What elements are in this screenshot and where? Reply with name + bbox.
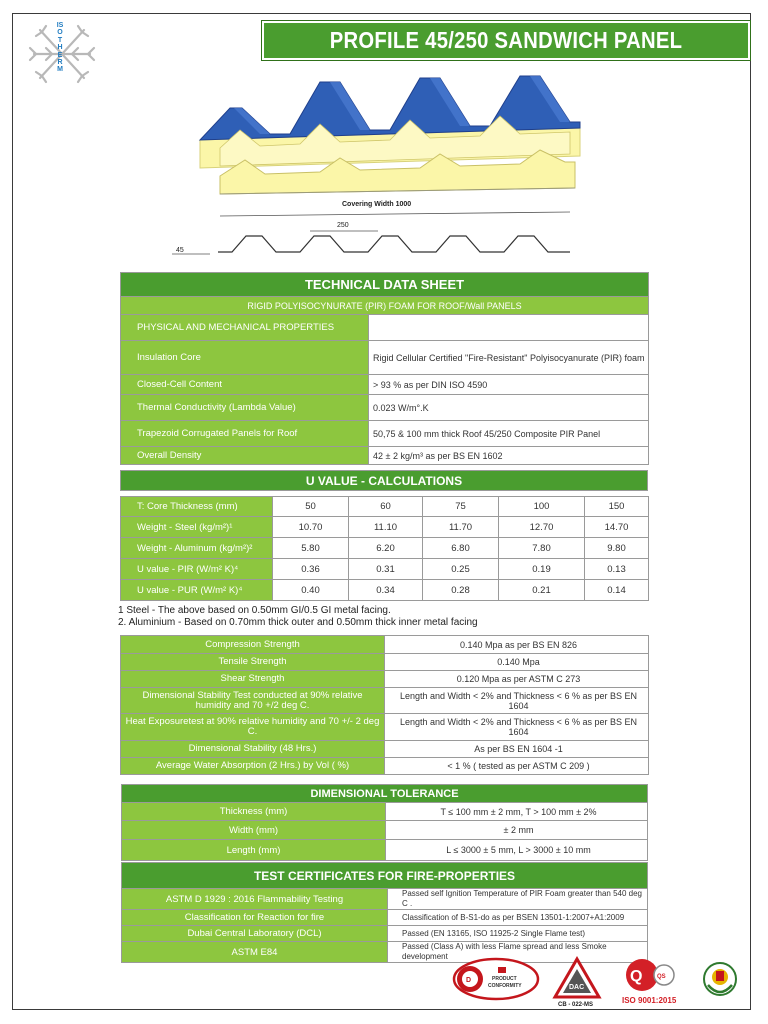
uvalue-label: U value - PIR (W/m² K)⁴	[121, 559, 273, 580]
mech-label: Tensile Strength	[121, 654, 385, 671]
fire-certificates-table	[121, 862, 648, 963]
tech-title: TECHNICAL DATA SHEET	[121, 273, 649, 297]
brand-wordmark: ISOTHERM	[56, 22, 64, 74]
covering-width-label: Covering Width 1000	[342, 201, 412, 208]
uvalue-cell: 0.36	[273, 559, 349, 580]
mech-label: Dimensional Stability Test conducted at 90% relative humidity and 70 +/2 deg C.	[121, 688, 385, 714]
uvalue-title-table	[120, 470, 648, 491]
uvalue-cell: 0.28	[423, 580, 499, 601]
uvalue-cell: 0.13	[585, 559, 649, 580]
dim-value: L ≤ 3000 ± 5 mm, L > 3000 ± 10 mm	[386, 840, 648, 861]
certification-badges	[452, 955, 752, 1007]
mech-value: < 1 % ( tested as per ASTM C 209 )	[385, 758, 649, 775]
cert-value: Passed (Class A) with less Flame spread and less Smoke development	[388, 942, 648, 963]
dim-title: DIMENSIONAL TOLERANCE	[122, 785, 648, 803]
uvalue-label: T: Core Thickness (mm)	[121, 497, 273, 517]
iso-9001-badge-icon	[622, 959, 677, 1005]
svg-text:CB - 022-MS: CB - 022-MS	[558, 1002, 594, 1007]
mech-value: 0.140 Mpa	[385, 654, 649, 671]
product-conformity-badge-icon	[454, 959, 538, 999]
uvalue-cell: 150	[585, 497, 649, 517]
mech-label: Shear Strength	[121, 671, 385, 688]
mech-label: Average Water Absorption (2 Hrs.) by Vol ( %)	[121, 758, 385, 775]
cert-label: ASTM E84	[122, 942, 388, 963]
tech-value: 50,75 & 100 mm thick Roof 45/250 Composite PIR Panel	[369, 421, 649, 447]
tech-value: 42 ± 2 kg/m³ as per BS EN 1602	[369, 447, 649, 465]
mech-value: Length and Width < 2% and Thickness < 6 % as per BS EN 1604	[385, 714, 649, 741]
uvalue-cell: 0.19	[499, 559, 585, 580]
uvalue-label: U value - PUR (W/m² K)⁴	[121, 580, 273, 601]
mech-value: Length and Width < 2% and Thickness < 6 % as per BS EN 1604	[385, 688, 649, 714]
cert-label: Dubai Central Laboratory (DCL)	[122, 926, 388, 942]
dimensional-tolerance-table	[121, 784, 648, 861]
uvalue-cell: 12.70	[499, 517, 585, 538]
dim-value: T ≤ 100 mm ± 2 mm, T > 100 mm ± 2%	[386, 803, 648, 821]
tech-value: > 93 % as per DIN ISO 4590	[369, 375, 649, 395]
cert-value: Classification of B-S1-do as per BSEN 13501-1:2007+A1:2009	[388, 910, 648, 926]
mech-label: Heat Exposuretest at 90% relative humidity and 70 +/- 2 deg C.	[121, 714, 385, 741]
dim-value: ± 2 mm	[386, 821, 648, 840]
mech-value: 0.120 Mpa as per ASTM C 273	[385, 671, 649, 688]
uvalue-label: Weight - Aluminum (kg/m²)²	[121, 538, 273, 559]
svg-text:ISO 9001:2015: ISO 9001:2015	[622, 996, 677, 1005]
technical-data-table	[120, 272, 649, 465]
sandwich-panel-illustration	[170, 68, 590, 268]
cert-label: ASTM D 1929 : 2016 Flammability Testing	[122, 889, 388, 910]
tech-label: Closed-Cell Content	[121, 375, 369, 395]
uvalue-cell: 5.80	[273, 538, 349, 559]
cert-value: Passed self Ignition Temperature of PIR Foam greater than 540 deg C .	[388, 889, 648, 910]
uvalue-cell: 14.70	[585, 517, 649, 538]
page-title: PROFILE 45/250 SANDWICH PANEL	[329, 27, 683, 53]
tech-section-heading: PHYSICAL AND MECHANICAL PROPERTIES	[121, 315, 369, 341]
footnote: 2. Aluminium - Based on 0.70mm thick outer and 0.50mm thick inner metal facing	[118, 617, 478, 628]
uvalue-cell: 11.70	[423, 517, 499, 538]
emblem-icon	[704, 963, 736, 995]
uvalue-cell: 0.25	[423, 559, 499, 580]
tech-value: 0.023 W/m°.K	[369, 395, 649, 421]
uvalue-label: Weight - Steel (kg/m²)¹	[121, 517, 273, 538]
uvalue-cell: 50	[273, 497, 349, 517]
uvalue-cell: 0.31	[349, 559, 423, 580]
svg-text:Q: Q	[630, 968, 643, 985]
dim-label: Width (mm)	[122, 821, 386, 840]
dac-triangle-icon	[555, 959, 600, 1007]
mechanical-properties-table	[120, 635, 649, 775]
title-banner	[261, 20, 751, 61]
dim-label: Length (mm)	[122, 840, 386, 861]
tech-label: Insulation Core	[121, 341, 369, 375]
uvalue-cell: 11.10	[349, 517, 423, 538]
svg-text:QS: QS	[657, 974, 666, 980]
tech-subtitle: RIGID POLYISOCYNURATE (PIR) FOAM FOR ROOF/Wall PANELS	[121, 297, 649, 315]
tech-value: Rigid Cellular Certified "Fire-Resistant" Polyisocyanurate (PIR) foam	[369, 341, 649, 375]
uvalue-cell: 7.80	[499, 538, 585, 559]
svg-text:CONFORMITY: CONFORMITY	[488, 983, 522, 989]
mech-label: Dimensional Stability (48 Hrs.)	[121, 741, 385, 758]
uvalue-table	[120, 496, 649, 601]
tech-label: Thermal Conductivity (Lambda Value)	[121, 395, 369, 421]
cert-label: Classification for Reaction for fire	[122, 910, 388, 926]
mech-value: As per BS EN 1604 -1	[385, 741, 649, 758]
uvalue-cell: 60	[349, 497, 423, 517]
uvalue-cell: 6.20	[349, 538, 423, 559]
footnote: 1 Steel - The above based on 0.50mm GI/0.5 GI metal facing.	[118, 605, 391, 616]
uvalue-cell: 6.80	[423, 538, 499, 559]
mech-label: Compression Strength	[121, 636, 385, 654]
uvalue-cell: 0.21	[499, 580, 585, 601]
mech-value: 0.140 Mpa as per BS EN 826	[385, 636, 649, 654]
uvalue-cell: 0.14	[585, 580, 649, 601]
cert-title: TEST CERTIFICATES FOR FIRE-PROPERTIES	[122, 863, 648, 889]
tech-label: Trapezoid Corrugated Panels for Roof	[121, 421, 369, 447]
uvalue-cell: 75	[423, 497, 499, 517]
uvalue-cell: 10.70	[273, 517, 349, 538]
dim-label: Thickness (mm)	[122, 803, 386, 821]
svg-text:DAC: DAC	[569, 984, 585, 991]
tech-label: Overall Density	[121, 447, 369, 465]
uvalue-cell: 0.40	[273, 580, 349, 601]
footnotes	[118, 605, 478, 629]
uvalue-title: U VALUE - CALCULATIONS	[121, 471, 648, 491]
svg-text:D: D	[466, 977, 472, 984]
uvalue-cell: 100	[499, 497, 585, 517]
cert-value: Passed (EN 13165, ISO 11925-2 Single Flame test)	[388, 926, 648, 942]
uvalue-cell: 9.80	[585, 538, 649, 559]
uvalue-cell: 0.34	[349, 580, 423, 601]
height-label: 45	[176, 247, 184, 254]
pitch-label: 250	[337, 222, 349, 229]
svg-text:PRODUCT: PRODUCT	[492, 976, 517, 982]
